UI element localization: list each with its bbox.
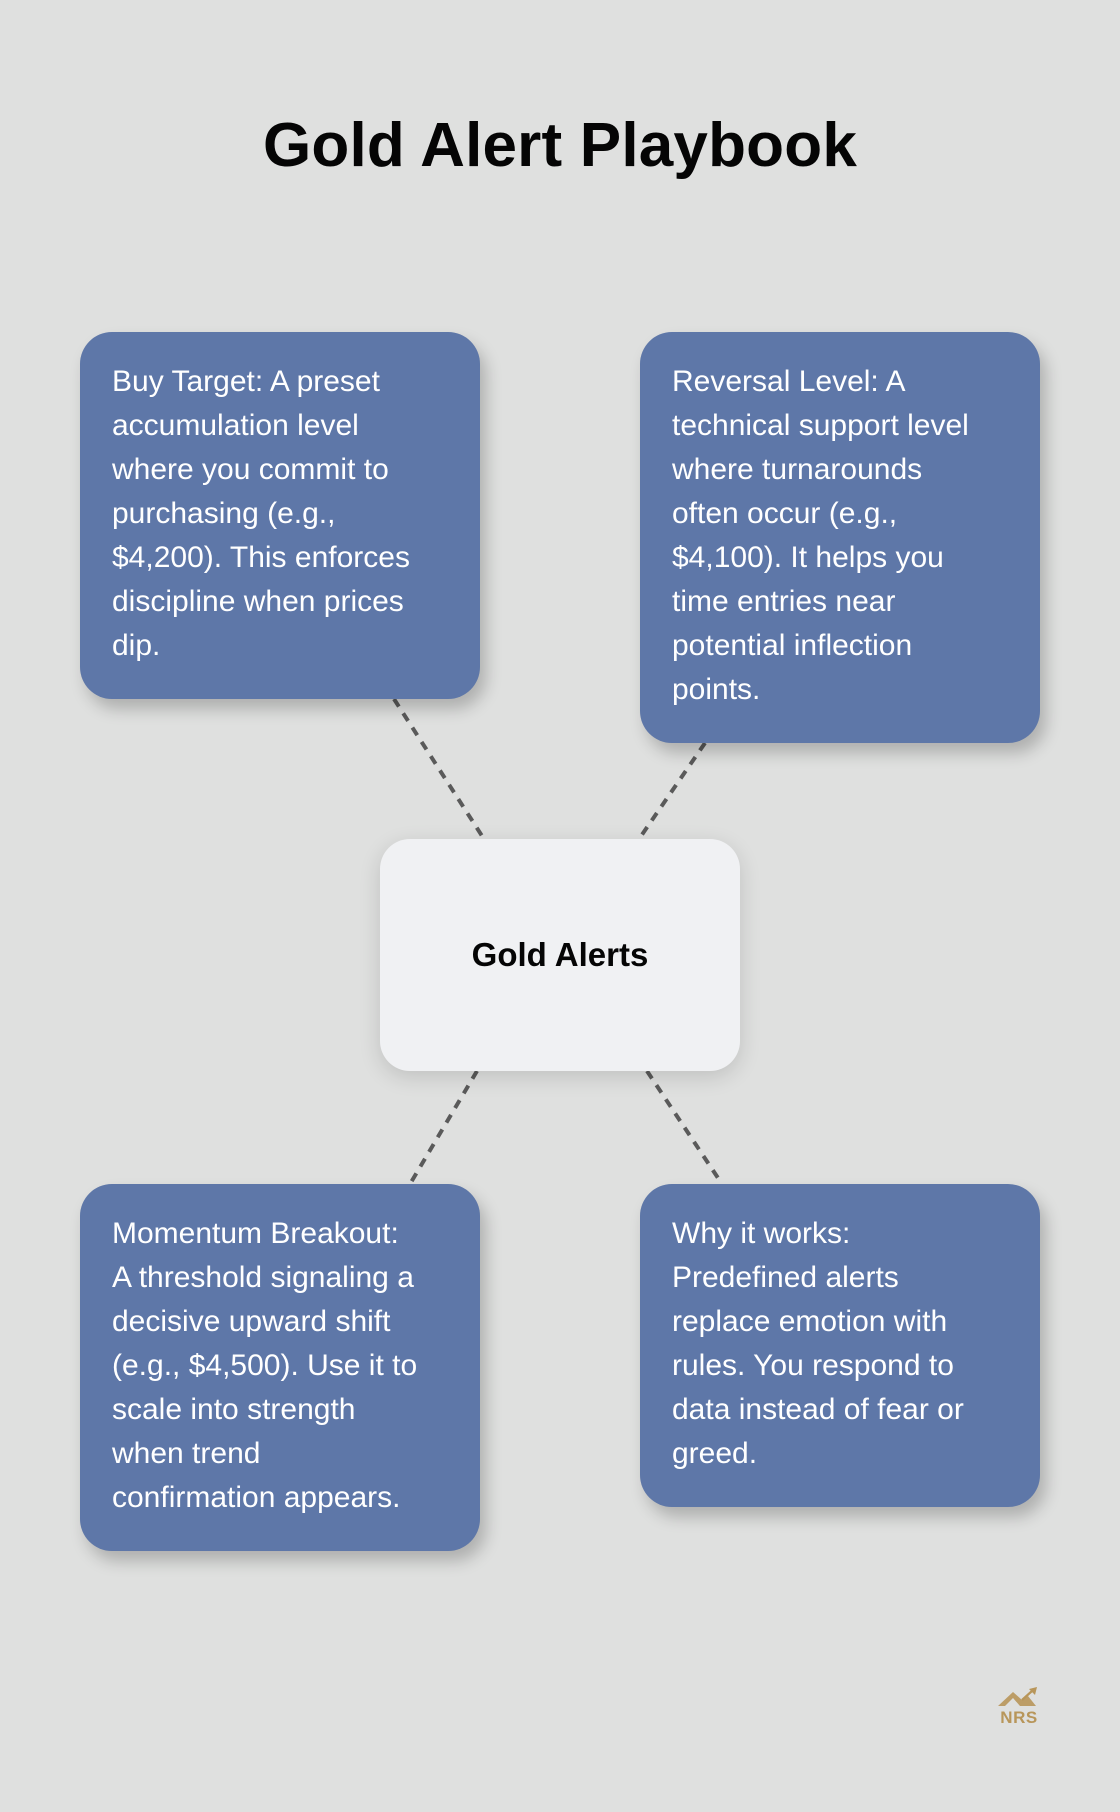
- center-node-gold-alerts: [380, 839, 740, 1071]
- card-text-line: greed.: [672, 1437, 758, 1470]
- center-node-label: Gold Alerts: [471, 936, 649, 973]
- connector-top-right: [639, 743, 705, 839]
- card-text-line: dip.: [112, 629, 161, 662]
- card-text-line: data instead of fear or: [672, 1393, 964, 1426]
- card-text-line: time entries near: [672, 585, 896, 618]
- card-text-line: rules. You respond to: [672, 1349, 954, 1382]
- card-text-line: Reversal Level: A: [672, 365, 906, 398]
- page-title: Gold Alert Playbook: [262, 111, 858, 180]
- card-text-line: A threshold signaling a: [112, 1261, 414, 1294]
- card-why-it-works: [640, 1184, 1040, 1507]
- logo-text: NRS: [1000, 1708, 1038, 1727]
- card-text-line: (e.g., $4,500). Use it to: [112, 1349, 418, 1382]
- card-text-line: Predefined alerts: [672, 1261, 899, 1294]
- connector-bottom-right: [647, 1071, 722, 1184]
- card-text-line: Why it works:: [672, 1217, 851, 1250]
- card-reversal-level: [640, 332, 1040, 743]
- card-text-line: $4,200). This enforces: [112, 541, 410, 574]
- nrs-logo: [996, 1686, 1042, 1730]
- card-text-line: scale into strength: [112, 1393, 356, 1426]
- card-text-line: where you commit to: [112, 453, 389, 486]
- card-text-line: replace emotion with: [672, 1305, 948, 1338]
- card-buy-target: [80, 332, 480, 699]
- card-text-line: decisive upward shift: [112, 1305, 391, 1338]
- card-text-line: $4,100). It helps you: [672, 541, 944, 574]
- card-text-line: where turnarounds: [672, 453, 923, 486]
- card-text-line: discipline when prices: [112, 585, 404, 618]
- card-text-line: technical support level: [672, 409, 969, 442]
- card-text-line: points.: [672, 673, 761, 706]
- mountain-arrow-icon: [996, 1686, 1042, 1708]
- card-text-line: when trend: [112, 1437, 261, 1470]
- card-text-line: often occur (e.g.,: [672, 497, 898, 530]
- card-text-line: accumulation level: [112, 409, 359, 442]
- card-momentum-breakout: [80, 1184, 480, 1551]
- card-text-line: Buy Target: A preset: [112, 365, 380, 398]
- connector-bottom-left: [410, 1071, 477, 1184]
- card-text-line: purchasing (e.g.,: [112, 497, 336, 530]
- connector-top-left: [394, 699, 484, 839]
- card-text-line: confirmation appears.: [112, 1481, 401, 1514]
- card-text-line: Momentum Breakout:: [112, 1217, 399, 1250]
- card-text-line: potential inflection: [672, 629, 913, 662]
